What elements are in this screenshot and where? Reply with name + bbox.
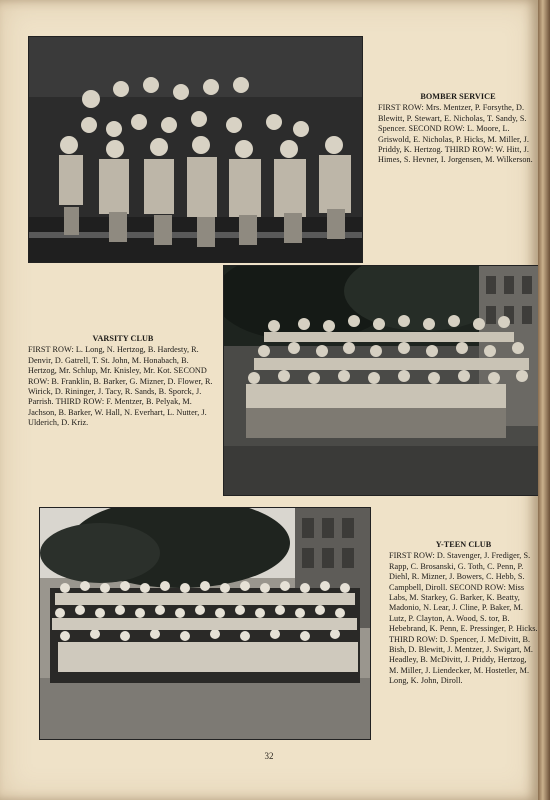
y-teen-club-title: Y-TEEN CLUB	[435, 540, 492, 549]
bomber-service-photo	[29, 37, 362, 262]
page-number: 32	[264, 751, 274, 761]
varsity-club-names: FIRST ROW: L. Long, N. Hertzog, B. Hardesty, R. Denvir, D. Gatrell, T. St. John, M. Honabach, B. Hertzog, Mr. Schlup, Mr. Knisley, Mr. Kot. SECOND ROW: B. Franklin, B. Barker, G. Mizner, D. Flower, R. Wirick, D. Rininger, J. Tacy, R. Sands, B. Sporck, J. Parrish. THIRD ROW: F. Mentzer, B. Pelyak, M. Jachson, B. Barker, W. Hall, N. Everhart, L. Nutter, J. Ulderich, D. Kriz.	[28, 345, 213, 428]
varsity-club-caption	[28, 334, 218, 429]
bomber-service-title: BOMBER SERVICE	[420, 92, 496, 101]
y-teen-club-image	[40, 508, 370, 739]
page-edge	[538, 0, 550, 800]
bomber-service-caption	[378, 92, 538, 166]
varsity-club-title: VARSITY CLUB	[92, 334, 154, 343]
varsity-club-image	[224, 266, 538, 495]
y-teen-club-photo	[40, 508, 370, 739]
bomber-service-image	[29, 37, 362, 262]
varsity-club-photo	[224, 266, 538, 495]
bomber-service-names: FIRST ROW: Mrs. Mentzer, P. Forsythe, D. Blewitt, P. Stewart, E. Nicholas, T. Sandy, S. Spencer. SECOND ROW: L. Moore, L. Griswold, E. Nicholas, P. Hicks, M. Miller, J. Priddy, K. Hertzog. THIRD ROW: W. Hitt, J. Himes, S. Hevner, I. Jorgensen, M. Wilkerson.	[378, 103, 533, 165]
y-teen-club-caption	[389, 540, 538, 687]
y-teen-club-names: FIRST ROW: D. Stavenger, J. Frediger, S. Rapp, C. Brosanski, G. Toth, C. Penn, P. Diehl, R. Mizner, J. Bowers, C. Hebb, S. Campbell, Diroll. SECOND ROW: Miss Labs, M. Starkey, G. Barker, K. Beatty, Madonio, N. Lear, J. Cline, P. Baker, M. Lutz, P. Clayton, A. Wood, S. tor, B. Hebebrand, K. Penn, E. Pressinger, P. Hicks. THIRD ROW: D. Spencer, J. McDivitt, B. Bish, D. Blewitt, J. Mentzer, J. Swigart, M. Headley, B. McDivitt, J. Priddy, Hertzog, M. Miller, J. Liendecker, M. Hostetler, M. Long, K. John, Diroll.	[389, 551, 538, 686]
